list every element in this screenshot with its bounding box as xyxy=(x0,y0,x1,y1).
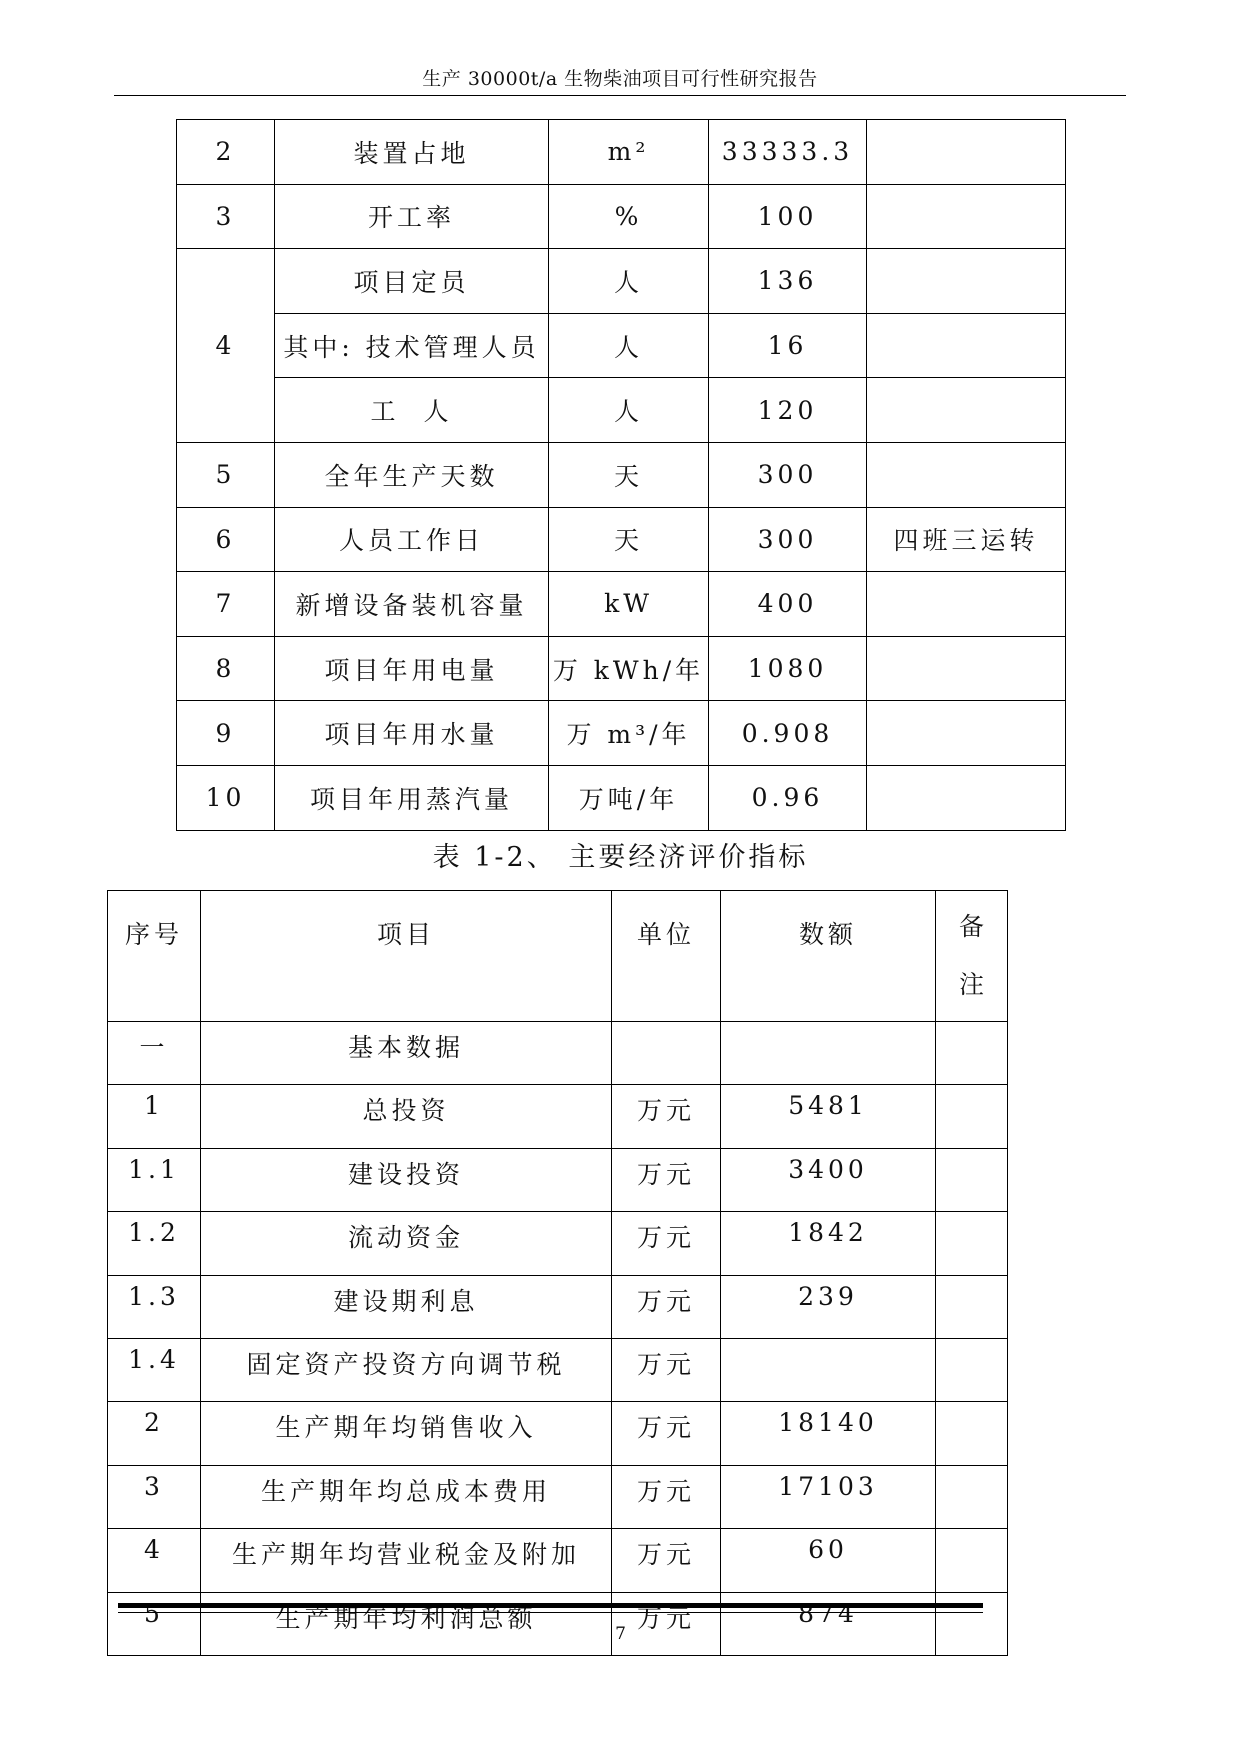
economic-indicators-table xyxy=(107,890,1008,1656)
row-note xyxy=(867,765,1066,830)
row-value: 239 xyxy=(721,1275,936,1338)
row-note xyxy=(867,120,1066,185)
row-number: 3 xyxy=(177,184,275,249)
table-row xyxy=(108,1338,1008,1401)
table-row xyxy=(108,1212,1008,1275)
row-item: 总投资 xyxy=(201,1085,612,1148)
table-row xyxy=(108,1085,1008,1148)
row-unit: % xyxy=(549,184,709,249)
table-row xyxy=(177,249,1066,314)
header-unit: 单位 xyxy=(612,891,721,1022)
row-item: 基本数据 xyxy=(201,1022,612,1085)
row-note: 四班三运转 xyxy=(867,507,1066,572)
row-value xyxy=(721,1338,936,1401)
row-number: 1.3 xyxy=(108,1275,201,1338)
row-item: 项目年用电量 xyxy=(275,636,549,701)
row-unit: kW xyxy=(549,572,709,637)
row-item: 生产期年均销售收入 xyxy=(201,1402,612,1465)
table-row xyxy=(177,765,1066,830)
table-row xyxy=(177,636,1066,701)
table-row xyxy=(177,120,1066,185)
row-note xyxy=(867,572,1066,637)
row-unit: 人 xyxy=(549,249,709,314)
row-number: 4 xyxy=(177,249,275,443)
row-number: 6 xyxy=(177,507,275,572)
row-value: 17103 xyxy=(721,1465,936,1528)
row-note xyxy=(867,313,1066,378)
row-number: 一 xyxy=(108,1022,201,1085)
row-note xyxy=(867,442,1066,507)
row-note xyxy=(936,1022,1008,1085)
row-value: 300 xyxy=(709,507,867,572)
header-number: 序号 xyxy=(108,891,201,1022)
row-value: 0.908 xyxy=(709,701,867,766)
row-unit: 万吨/年 xyxy=(549,765,709,830)
row-unit: 万元 xyxy=(612,1212,721,1275)
row-unit: 天 xyxy=(549,507,709,572)
row-unit: 万 m³/年 xyxy=(549,701,709,766)
table-row xyxy=(108,1529,1008,1592)
row-item: 工 人 xyxy=(275,378,549,443)
row-value: 1080 xyxy=(709,636,867,701)
row-number: 7 xyxy=(177,572,275,637)
row-number: 1.2 xyxy=(108,1212,201,1275)
header-value: 数额 xyxy=(721,891,936,1022)
row-item: 项目年用蒸汽量 xyxy=(275,765,549,830)
row-item: 人员工作日 xyxy=(275,507,549,572)
row-number: 3 xyxy=(108,1465,201,1528)
row-unit: 人 xyxy=(549,378,709,443)
row-note xyxy=(867,701,1066,766)
table-row xyxy=(177,701,1066,766)
table-row xyxy=(177,184,1066,249)
row-value: 3400 xyxy=(721,1148,936,1211)
header-note-text: 备注 xyxy=(958,912,984,999)
row-value: 874 xyxy=(721,1592,936,1655)
row-number: 2 xyxy=(108,1402,201,1465)
row-note xyxy=(936,1529,1008,1592)
row-note xyxy=(936,1402,1008,1465)
table-row xyxy=(108,1022,1008,1085)
row-value: 136 xyxy=(709,249,867,314)
table-row xyxy=(177,313,1066,378)
row-unit: 万元 xyxy=(612,1402,721,1465)
row-number: 2 xyxy=(177,120,275,185)
row-item: 其中: 技术管理人员 xyxy=(275,313,549,378)
row-item: 固定资产投资方向调节税 xyxy=(201,1338,612,1401)
table-row xyxy=(177,507,1066,572)
page-number: 7 xyxy=(615,1624,626,1644)
row-item: 开工率 xyxy=(275,184,549,249)
row-item: 流动资金 xyxy=(201,1212,612,1275)
row-item: 生产期年均营业税金及附加 xyxy=(201,1529,612,1592)
row-value: 400 xyxy=(709,572,867,637)
row-unit: 万 kWh/年 xyxy=(549,636,709,701)
row-number: 4 xyxy=(108,1529,201,1592)
row-unit: 人 xyxy=(549,313,709,378)
row-unit: m² xyxy=(549,120,709,185)
row-note xyxy=(936,1148,1008,1211)
row-value xyxy=(721,1022,936,1085)
row-value: 1842 xyxy=(721,1212,936,1275)
row-number: 9 xyxy=(177,701,275,766)
row-note xyxy=(936,1338,1008,1401)
row-number: 1.1 xyxy=(108,1148,201,1211)
row-unit: 天 xyxy=(549,442,709,507)
footer-rule-thick xyxy=(118,1603,983,1608)
table-row xyxy=(177,572,1066,637)
header-item: 项目 xyxy=(201,891,612,1022)
row-number: 1.4 xyxy=(108,1338,201,1401)
row-value: 0.96 xyxy=(709,765,867,830)
row-number: 1 xyxy=(108,1085,201,1148)
table-caption: 表 1-2、 主要经济评价指标 xyxy=(432,842,809,873)
table-header-row xyxy=(108,891,1008,1022)
row-item: 生产期年均总成本费用 xyxy=(201,1465,612,1528)
row-note xyxy=(936,1085,1008,1148)
row-unit: 万元 xyxy=(612,1592,721,1655)
row-unit: 万元 xyxy=(612,1275,721,1338)
row-unit: 万元 xyxy=(612,1529,721,1592)
row-unit: 万元 xyxy=(612,1338,721,1401)
row-unit: 万元 xyxy=(612,1465,721,1528)
row-value: 100 xyxy=(709,184,867,249)
row-item: 装置占地 xyxy=(275,120,549,185)
row-note xyxy=(936,1465,1008,1528)
row-number: 10 xyxy=(177,765,275,830)
row-unit: 万元 xyxy=(612,1085,721,1148)
row-value: 33333.3 xyxy=(709,120,867,185)
row-value: 16 xyxy=(709,313,867,378)
row-value: 18140 xyxy=(721,1402,936,1465)
row-item: 生产期年均利润总额 xyxy=(201,1592,612,1655)
row-number: 5 xyxy=(108,1592,201,1655)
row-number: 8 xyxy=(177,636,275,701)
row-item: 新增设备装机容量 xyxy=(275,572,549,637)
project-indicators-table xyxy=(176,119,1066,831)
row-item: 全年生产天数 xyxy=(275,442,549,507)
row-note xyxy=(867,184,1066,249)
header-rule xyxy=(114,95,1126,96)
row-value: 300 xyxy=(709,442,867,507)
table-row xyxy=(177,378,1066,443)
row-note xyxy=(867,378,1066,443)
table-row xyxy=(108,1402,1008,1465)
row-unit xyxy=(612,1022,721,1085)
header-note xyxy=(936,891,1008,1022)
row-item: 建设投资 xyxy=(201,1148,612,1211)
row-note xyxy=(936,1275,1008,1338)
table-row xyxy=(108,1275,1008,1338)
row-number: 5 xyxy=(177,442,275,507)
table-row xyxy=(108,1148,1008,1211)
row-value: 60 xyxy=(721,1529,936,1592)
row-note xyxy=(867,249,1066,314)
row-value: 5481 xyxy=(721,1085,936,1148)
table-row xyxy=(108,1465,1008,1528)
page-header: 生产 30000t/a 生物柴油项目可行性研究报告 xyxy=(422,68,818,90)
row-note xyxy=(867,636,1066,701)
table-row xyxy=(177,442,1066,507)
row-note xyxy=(936,1212,1008,1275)
row-value: 120 xyxy=(709,378,867,443)
footer-rule-thin xyxy=(118,1612,983,1613)
row-item: 项目年用水量 xyxy=(275,701,549,766)
row-item: 建设期利息 xyxy=(201,1275,612,1338)
row-item: 项目定员 xyxy=(275,249,549,314)
row-unit: 万元 xyxy=(612,1148,721,1211)
